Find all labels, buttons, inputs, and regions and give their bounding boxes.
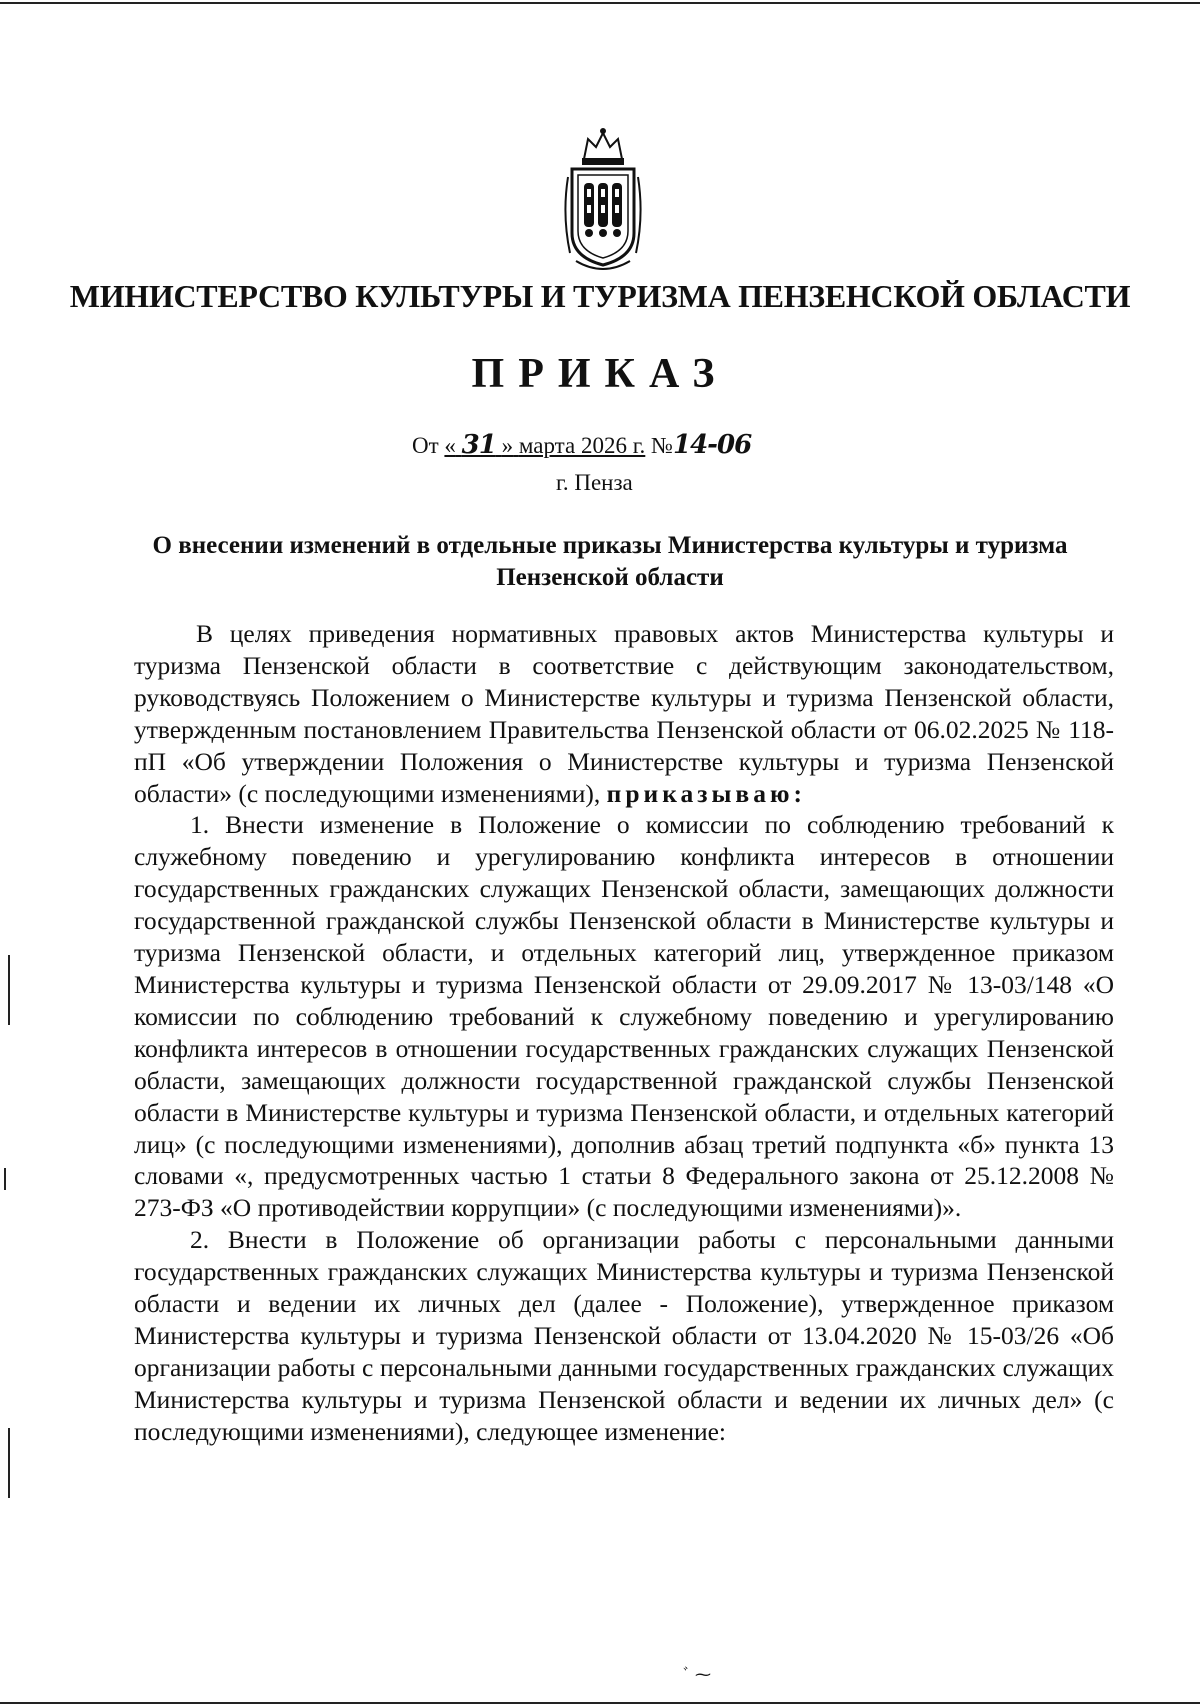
number-sign: № [651, 433, 673, 458]
document-title: О внесении изменений в отдельные приказы Министерства культуры и туризма Пензенской области [152, 532, 1068, 591]
date-open-quote: « 31 » марта 2026 г. [444, 430, 646, 460]
date-day-handwritten: 31 [461, 430, 496, 460]
item-2-paragraph: 2. Внести в Положение об организации работы с персональными данными государственных гражданских служащих Министерства культуры и туризма Пензенской области и ведении их личных дел (далее - Положение), утвержденное приказом Министерства культуры и туризма Пензенской области от 13.04.2020 № 15-03/26 «Об организации работы с персональными данными государственных гражданских служащих Министерства культуры и туризма Пензенской области и ведении их личных дел» (с последующими изменениями), следующее изменение: [134, 1225, 1114, 1446]
ministry-name: МИНИСТЕРСТВО КУЛЬТУРЫ И ТУРИЗМА ПЕНЗЕНСКОЙ ОБЛАСТИ [69, 278, 1131, 314]
penza-coat-of-arms-icon [562, 125, 644, 275]
order-word: приказываю [606, 778, 794, 808]
date-number-line [412, 430, 751, 460]
order-number-handwritten: 14-06 [673, 430, 752, 460]
preamble-paragraph: В целях приведения нормативных правовых актов Министерства культуры и туризма Пензенской области в соответствие с действующим законодательством, руководствуясь Положением о Министерстве культуры и туризма Пензенской области, утвержденным постановлением Правительства Пензенской области от 06.02.2025 № 118-пП «Об утверждении Положения о Министерстве культуры и туризма Пензенской области» (с последующими изменениями), приказываю: [134, 619, 1114, 808]
scan-mark-left-2 [4, 1168, 6, 1190]
scan-ink-mark: ﾞ ⁓ [683, 1667, 712, 1684]
scan-edge-bottom [0, 1702, 1200, 1704]
item-1-paragraph: 1. Внести изменение в Положение о комиссии по соблюдению требований к служебному поведению и урегулированию конфликта интересов в отношении государственных гражданских служащих Пензенской области, замещающих должности государственной гражданской службы Пензенской области в Министерстве культуры и туризма Пензенской области, и отдельных категорий лиц, утвержденное приказом Министерства культуры и туризма Пензенской области от 29.09.2017 № 13-03/148 «О комиссии по соблюдению требований к служебному поведению и урегулированию конфликта интересов в отношении государственных гражданских служащих Пензенской области, замещающих должности государственной гражданской службы Пензенской области в Министерстве культуры и туризма Пензенской области, и отдельных категорий лиц» (с последующими изменениями), дополнив абзац третий подпункта «б» пункта 13 словами «, предусмотренных частью 1 статьи 8 Федерального закона от 25.12.2008 № 273-ФЗ «О противодействии коррупции» (с последующими изменениями)». [134, 810, 1114, 1223]
scan-mark-left-3 [8, 1428, 10, 1498]
date-month-year: марта 2026 г. [518, 433, 646, 458]
date-prefix: От [412, 433, 439, 458]
document-type: ПРИКАЗ [471, 351, 729, 397]
scan-mark-left-1 [8, 955, 10, 1025]
document-body [134, 618, 1114, 1448]
city: г. Пенза [556, 470, 633, 495]
scan-edge-top [0, 2, 1200, 4]
